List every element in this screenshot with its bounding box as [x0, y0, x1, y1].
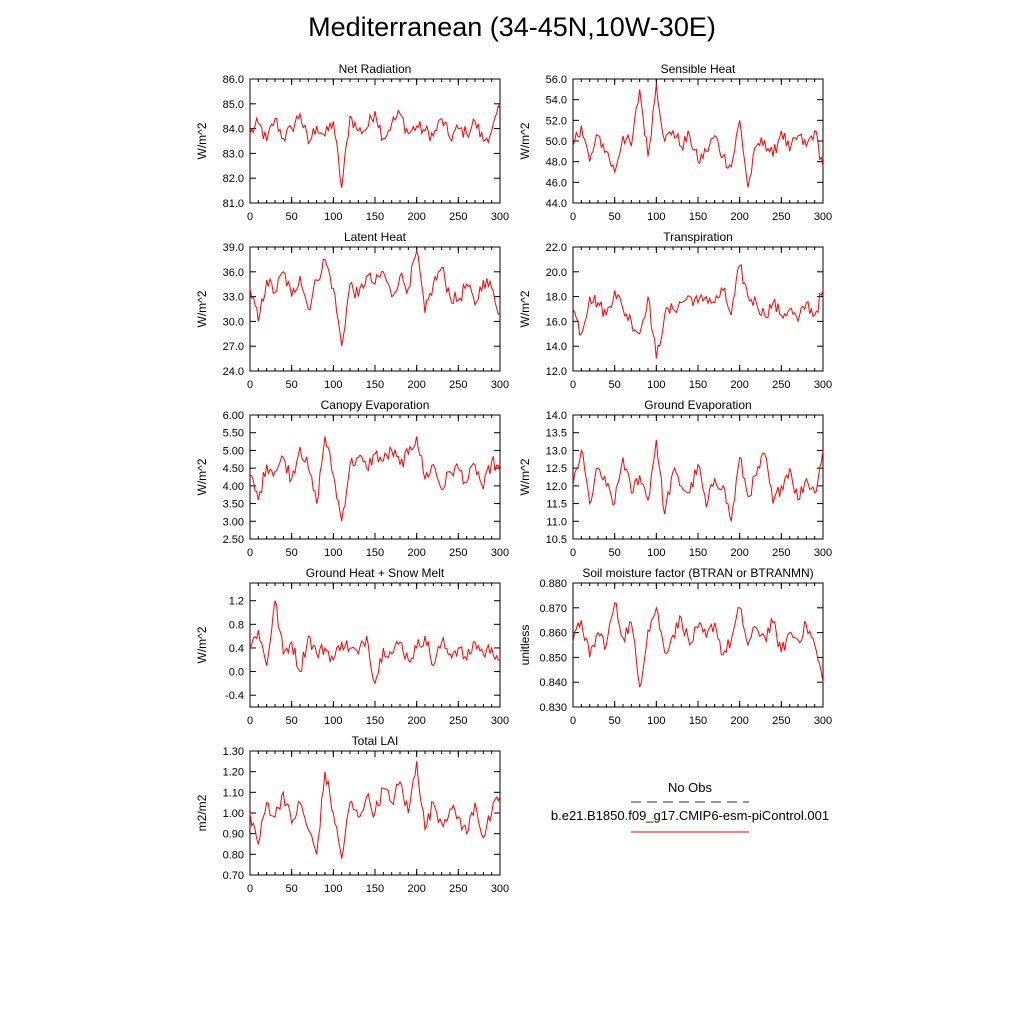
y-tick-label: -0.4 [225, 690, 244, 703]
y-axis-label: W/m^2 [195, 122, 209, 160]
x-tick-label: 50 [608, 547, 621, 559]
y-tick-label: 39.0 [222, 242, 244, 254]
y-tick-label: 30.0 [222, 316, 244, 329]
y-axis-label: W/m^2 [195, 290, 209, 328]
series-line [573, 440, 823, 522]
y-tick-label: 3.50 [222, 498, 244, 511]
panel-title: Ground Evaporation [644, 398, 752, 412]
main-title: Mediterranean (34-45N,10W-30E) [308, 12, 716, 42]
series-line [250, 251, 500, 346]
y-axis-label: m2/m2 [195, 794, 209, 832]
y-tick-label: 4.50 [222, 463, 244, 476]
y-tick-label: 0.80 [222, 849, 244, 862]
x-tick-label: 50 [608, 211, 621, 223]
x-tick-label: 200 [730, 715, 749, 727]
y-tick-label: 0.880 [539, 578, 567, 590]
x-tick-label: 0 [569, 379, 577, 391]
y-tick-label: 56.0 [545, 74, 567, 86]
series-line [573, 603, 823, 687]
y-tick-label: 1.00 [222, 808, 244, 820]
x-tick-label: 150 [365, 379, 385, 391]
x-tick-label: 250 [449, 211, 468, 223]
y-axis-label: W/m^2 [518, 458, 532, 496]
x-tick-label: 200 [407, 883, 426, 895]
plot-frame [250, 79, 500, 203]
legend-obs-label: No Obs [667, 780, 713, 795]
y-tick-label: 13.5 [545, 427, 567, 440]
y-tick-label: 12.0 [545, 480, 567, 493]
y-tick-label: 0.4 [228, 642, 244, 655]
panel-title: Transpiration [663, 230, 733, 244]
x-tick-label: 200 [730, 379, 749, 391]
x-tick-label: 50 [608, 715, 621, 727]
y-tick-label: 52.0 [545, 115, 567, 128]
series-line [250, 761, 500, 858]
panel-title: Total LAI [351, 734, 399, 748]
y-tick-label: 11.0 [546, 516, 567, 529]
x-tick-label: 200 [407, 547, 426, 559]
y-tick-label: 0.840 [539, 677, 567, 690]
x-tick-label: 0 [246, 211, 254, 223]
x-tick-label: 0 [246, 547, 254, 559]
y-tick-label: 0.860 [539, 627, 567, 640]
panel-title: Soil moisture factor (BTRAN or BTRANMN) [582, 566, 814, 580]
legend-series-label: b.e21.B1850.f09_g17.CMIP6-esm-piControl.001 [550, 808, 830, 823]
x-tick-label: 250 [449, 883, 468, 895]
panel-title: Canopy Evaporation [320, 398, 430, 412]
y-tick-label: 46.0 [545, 177, 567, 190]
y-tick-label: 4.00 [222, 480, 244, 493]
x-tick-label: 300 [813, 379, 833, 391]
series-line [250, 601, 500, 684]
x-tick-label: 250 [772, 715, 791, 727]
plot-frame [250, 247, 500, 371]
series-line [573, 84, 823, 187]
y-tick-label: 12.5 [545, 463, 567, 476]
x-tick-label: 50 [285, 211, 298, 223]
x-tick-label: 250 [449, 379, 468, 391]
x-tick-label: 0 [569, 715, 577, 727]
y-tick-label: 11.5 [546, 498, 567, 511]
x-tick-label: 250 [772, 379, 791, 391]
y-tick-label: 48.0 [545, 156, 567, 169]
y-tick-label: 50.0 [545, 136, 567, 148]
y-tick-label: 1.30 [222, 746, 244, 758]
x-tick-label: 150 [688, 211, 708, 223]
x-tick-label: 0 [246, 715, 254, 727]
x-tick-label: 250 [449, 547, 468, 559]
x-tick-label: 250 [772, 547, 791, 559]
y-tick-label: 14.0 [545, 341, 567, 354]
x-tick-label: 50 [285, 547, 298, 559]
y-axis-label: unitless [518, 624, 532, 666]
y-axis-label: W/m^2 [195, 458, 209, 496]
x-tick-label: 250 [772, 211, 791, 223]
y-tick-label: 27.0 [222, 341, 244, 354]
x-tick-label: 200 [730, 547, 749, 559]
y-tick-label: 20.0 [545, 266, 567, 279]
series-line [250, 106, 500, 188]
x-tick-label: 300 [490, 211, 510, 223]
y-tick-label: 2.50 [222, 534, 244, 546]
y-tick-label: 1.10 [222, 787, 244, 800]
x-tick-label: 150 [365, 883, 385, 895]
y-tick-label: 5.50 [222, 427, 244, 440]
x-tick-label: 50 [285, 379, 298, 391]
x-tick-label: 100 [647, 379, 666, 391]
y-tick-label: 5.00 [222, 445, 244, 458]
x-tick-label: 300 [490, 379, 510, 391]
y-tick-label: 24.0 [222, 366, 244, 378]
y-tick-label: 82.0 [222, 173, 244, 186]
panel-title: Latent Heat [343, 230, 407, 244]
x-tick-label: 100 [324, 715, 343, 727]
x-tick-label: 100 [324, 211, 343, 223]
y-tick-label: 44.0 [545, 198, 567, 210]
x-tick-label: 150 [365, 547, 385, 559]
x-tick-label: 150 [688, 379, 708, 391]
x-tick-label: 200 [407, 379, 426, 391]
y-tick-label: 54.0 [545, 94, 567, 107]
x-tick-label: 300 [490, 547, 510, 559]
y-axis-label: W/m^2 [518, 122, 532, 160]
x-tick-label: 0 [569, 211, 577, 223]
y-tick-label: 0.0 [228, 666, 244, 679]
y-tick-label: 6.00 [222, 410, 244, 422]
y-tick-label: 0.830 [539, 702, 567, 714]
x-tick-label: 200 [407, 211, 426, 223]
x-tick-label: 200 [407, 715, 426, 727]
plot-frame [573, 247, 823, 371]
y-tick-label: 18.0 [545, 291, 567, 304]
y-tick-label: 33.0 [222, 291, 244, 304]
y-tick-label: 36.0 [222, 266, 244, 279]
x-tick-label: 100 [647, 211, 666, 223]
x-tick-label: 100 [647, 715, 666, 727]
x-tick-label: 100 [324, 883, 343, 895]
y-tick-label: 0.8 [228, 619, 244, 632]
x-tick-label: 150 [688, 715, 708, 727]
panel-title: Sensible Heat [660, 62, 736, 76]
series-line [250, 436, 500, 521]
y-tick-label: 10.5 [545, 534, 567, 546]
y-axis-label: W/m^2 [518, 290, 532, 328]
y-tick-label: 0.850 [539, 652, 567, 665]
x-tick-label: 300 [813, 547, 833, 559]
y-tick-label: 0.70 [222, 870, 244, 882]
x-tick-label: 100 [324, 379, 343, 391]
y-tick-label: 0.870 [539, 602, 567, 615]
y-axis-label: W/m^2 [195, 626, 209, 664]
y-tick-label: 83.0 [222, 148, 244, 161]
x-tick-label: 150 [688, 547, 708, 559]
y-tick-label: 14.0 [545, 410, 567, 422]
panel-title: Net Radiation [338, 62, 412, 76]
x-tick-label: 150 [365, 715, 385, 727]
y-tick-label: 1.2 [228, 595, 244, 608]
x-tick-label: 50 [285, 883, 298, 895]
x-tick-label: 0 [569, 547, 577, 559]
y-tick-label: 13.0 [545, 445, 567, 458]
y-tick-label: 85.0 [222, 98, 244, 111]
y-tick-label: 1.20 [222, 766, 244, 779]
x-tick-label: 50 [608, 379, 621, 391]
x-tick-label: 300 [490, 883, 510, 895]
x-tick-label: 250 [449, 715, 468, 727]
y-tick-label: 3.00 [222, 516, 244, 529]
y-tick-label: 0.90 [222, 828, 244, 841]
x-tick-label: 50 [285, 715, 298, 727]
x-tick-label: 100 [324, 547, 343, 559]
series-line [573, 265, 823, 359]
x-tick-label: 200 [730, 211, 749, 223]
x-tick-label: 0 [246, 883, 254, 895]
y-tick-label: 22.0 [545, 242, 567, 254]
y-tick-label: 16.0 [545, 316, 567, 329]
x-tick-label: 100 [647, 547, 666, 559]
y-tick-label: 86.0 [222, 74, 244, 86]
x-tick-label: 300 [813, 211, 833, 223]
y-tick-label: 81.0 [222, 198, 244, 210]
plot-frame [250, 583, 500, 707]
panel-title: Ground Heat + Snow Melt [305, 566, 445, 580]
y-tick-label: 84.0 [222, 123, 244, 136]
x-tick-label: 300 [813, 715, 833, 727]
x-tick-label: 300 [490, 715, 510, 727]
y-tick-label: 12.0 [545, 366, 567, 378]
x-tick-label: 150 [365, 211, 385, 223]
x-tick-label: 0 [246, 379, 254, 391]
